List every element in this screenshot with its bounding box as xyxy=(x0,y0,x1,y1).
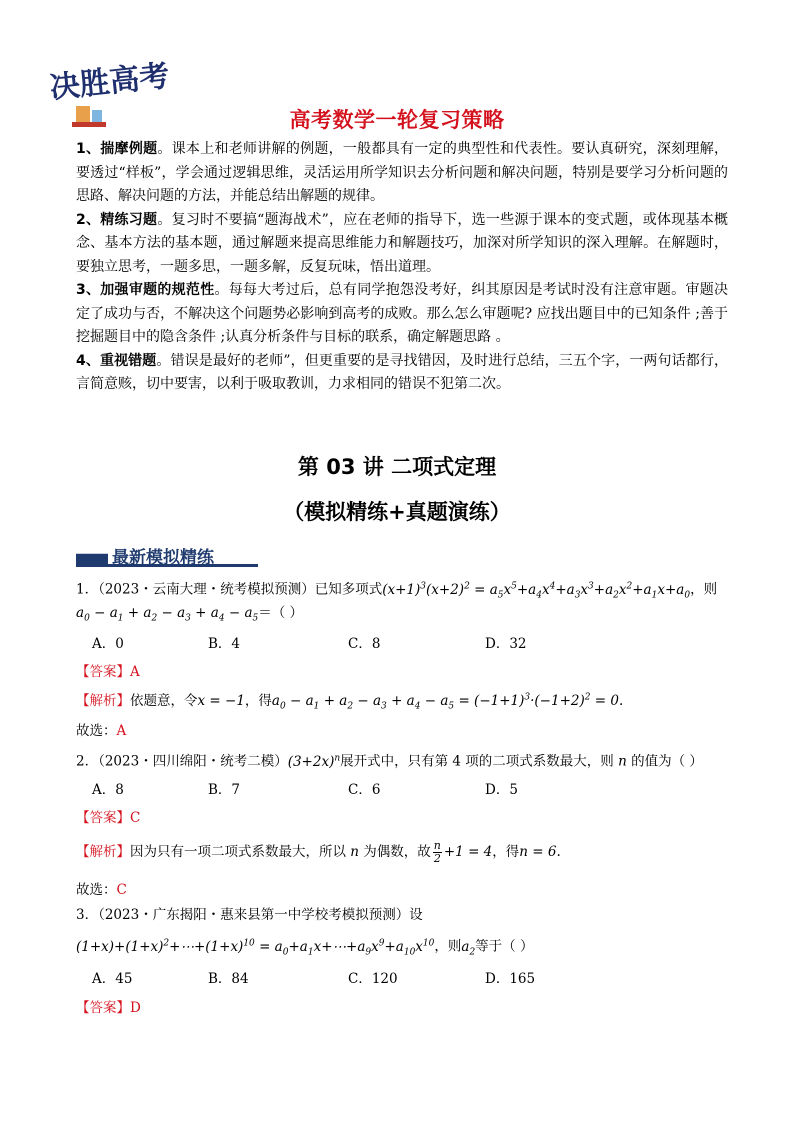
option-b[interactable]: B．84 xyxy=(208,971,249,987)
option-c[interactable]: C．120 xyxy=(348,971,398,987)
analysis-2: 【解析】因为只有一项二项式系数最大，所以 n 为偶数，故 $\frac{n}{2}$ +1 = 4，得n = 6. xyxy=(76,839,561,865)
answer-3: 【答案】D xyxy=(76,1000,141,1016)
question-3: 3．（2023・广东揭阳・惠来县第一中学校考模拟预测）设 xyxy=(76,907,423,923)
option-d[interactable]: D．5 xyxy=(485,782,518,798)
option-b[interactable]: B．4 xyxy=(208,636,241,652)
question-2-options xyxy=(0,778,794,798)
lecture-subtitle: （模拟精练+真题演练） xyxy=(283,500,511,524)
page-title: 高考数学一轮复习策略 xyxy=(289,108,505,132)
option-c[interactable]: C．8 xyxy=(348,636,381,652)
section-title: 最新模拟精练 xyxy=(112,548,214,568)
question-1-options xyxy=(0,632,794,652)
option-b[interactable]: B．7 xyxy=(208,782,241,798)
analysis-1: 【解析】依题意，令x = −1，得$a_0 - a_1 + a_2 - a_3 + a_4 - a_5 = (-1+1)^3\cdot(-1+2)^2 = 0$. xyxy=(76,692,624,712)
option-a[interactable]: A．0 xyxy=(92,636,124,652)
option-c[interactable]: C．6 xyxy=(348,782,381,798)
question-1: 1．（2023・云南大理・统考模拟预测）已知多项式$(x+1)^3(x+2)^2 = a_5x^5+a_4x^4+a_3x^3+a_2x^2+a_1x+a_0$，则 xyxy=(76,581,718,601)
lecture-title: 第 03 讲 二项式定理 xyxy=(297,455,497,479)
strategy-item-1: 1、揣摩例题。课本上和老师讲解的例题，一般都具有一定的典型性和代表性。要认真研究，深刻理解，要透过“样板”，学会通过逻辑思维，灵活运用所学知识去分析问题和解决问题，特别是要学习分析问题的思路、解决问题的方法，并能总结出解题的规律。 xyxy=(76,141,728,204)
answer-2: 【答案】C xyxy=(76,810,141,826)
question-3-options xyxy=(0,967,794,987)
option-a[interactable]: A．45 xyxy=(92,971,133,987)
choice-2: 故选：C xyxy=(76,882,127,898)
strategy-item-3: 3、加强审题的规范性。每每大考过后，总有同学抱怨没考好，纠其原因是考试时没有注意审题。审题决定了成功与否，不解决这个问题势必影响到高考的成败。那么怎么审题呢? 应找出题目中的已知条件 ;善于挖掘题目中的隐含条件 ;认真分析条件与目标的联系，确定解题思路 。 xyxy=(76,282,728,345)
option-d[interactable]: D．165 xyxy=(485,971,536,987)
strategy-section xyxy=(76,138,728,397)
answer-1: 【答案】A xyxy=(76,664,140,680)
question-2: 2．（2023・四川绵阳・统考二模）$(3+2x)^n$展开式中，只有第 4 项的二项式系数最大，则 n 的值为（ ） xyxy=(76,753,703,770)
option-d[interactable]: D．32 xyxy=(485,636,527,652)
section-header xyxy=(76,545,258,567)
strategy-item-4: 4、重视错题。错误是最好的老师”，但更重要的是寻找错因，及时进行总结，三五个字，一两句话都行，言简意赅，切中要害，以利于吸取教训，力求相同的错误不犯第二次。 xyxy=(76,352,728,392)
option-a[interactable]: A．8 xyxy=(92,782,124,798)
strategy-item-2: 2、精练习题。复习时不要搞“题海战术”，应在老师的指导下，选一些源于课本的变式题，或体现基本概念、基本方法的基本题，通过解题来提高思维能力和解题技巧，加深对所学知识的深入理解。在解题时，要独立思考，一题多思，一题多解，反复玩味，悟出道理。 xyxy=(76,211,729,275)
question-1-target: $a_0 - a_1 + a_2 - a_3 + a_4 - a_5=$（ ） xyxy=(76,605,304,624)
question-3-stem: $(1+x)+(1+x)^2+\cdots+(1+x)^{10}$ = $a_0+a_1x+\cdots+a_9x^9+a_{10}x^{10}$，则$a_2$等于（ ） xyxy=(76,938,534,958)
choice-1: 故选：A xyxy=(76,723,127,739)
logo-text: 决胜高考 xyxy=(48,58,172,106)
